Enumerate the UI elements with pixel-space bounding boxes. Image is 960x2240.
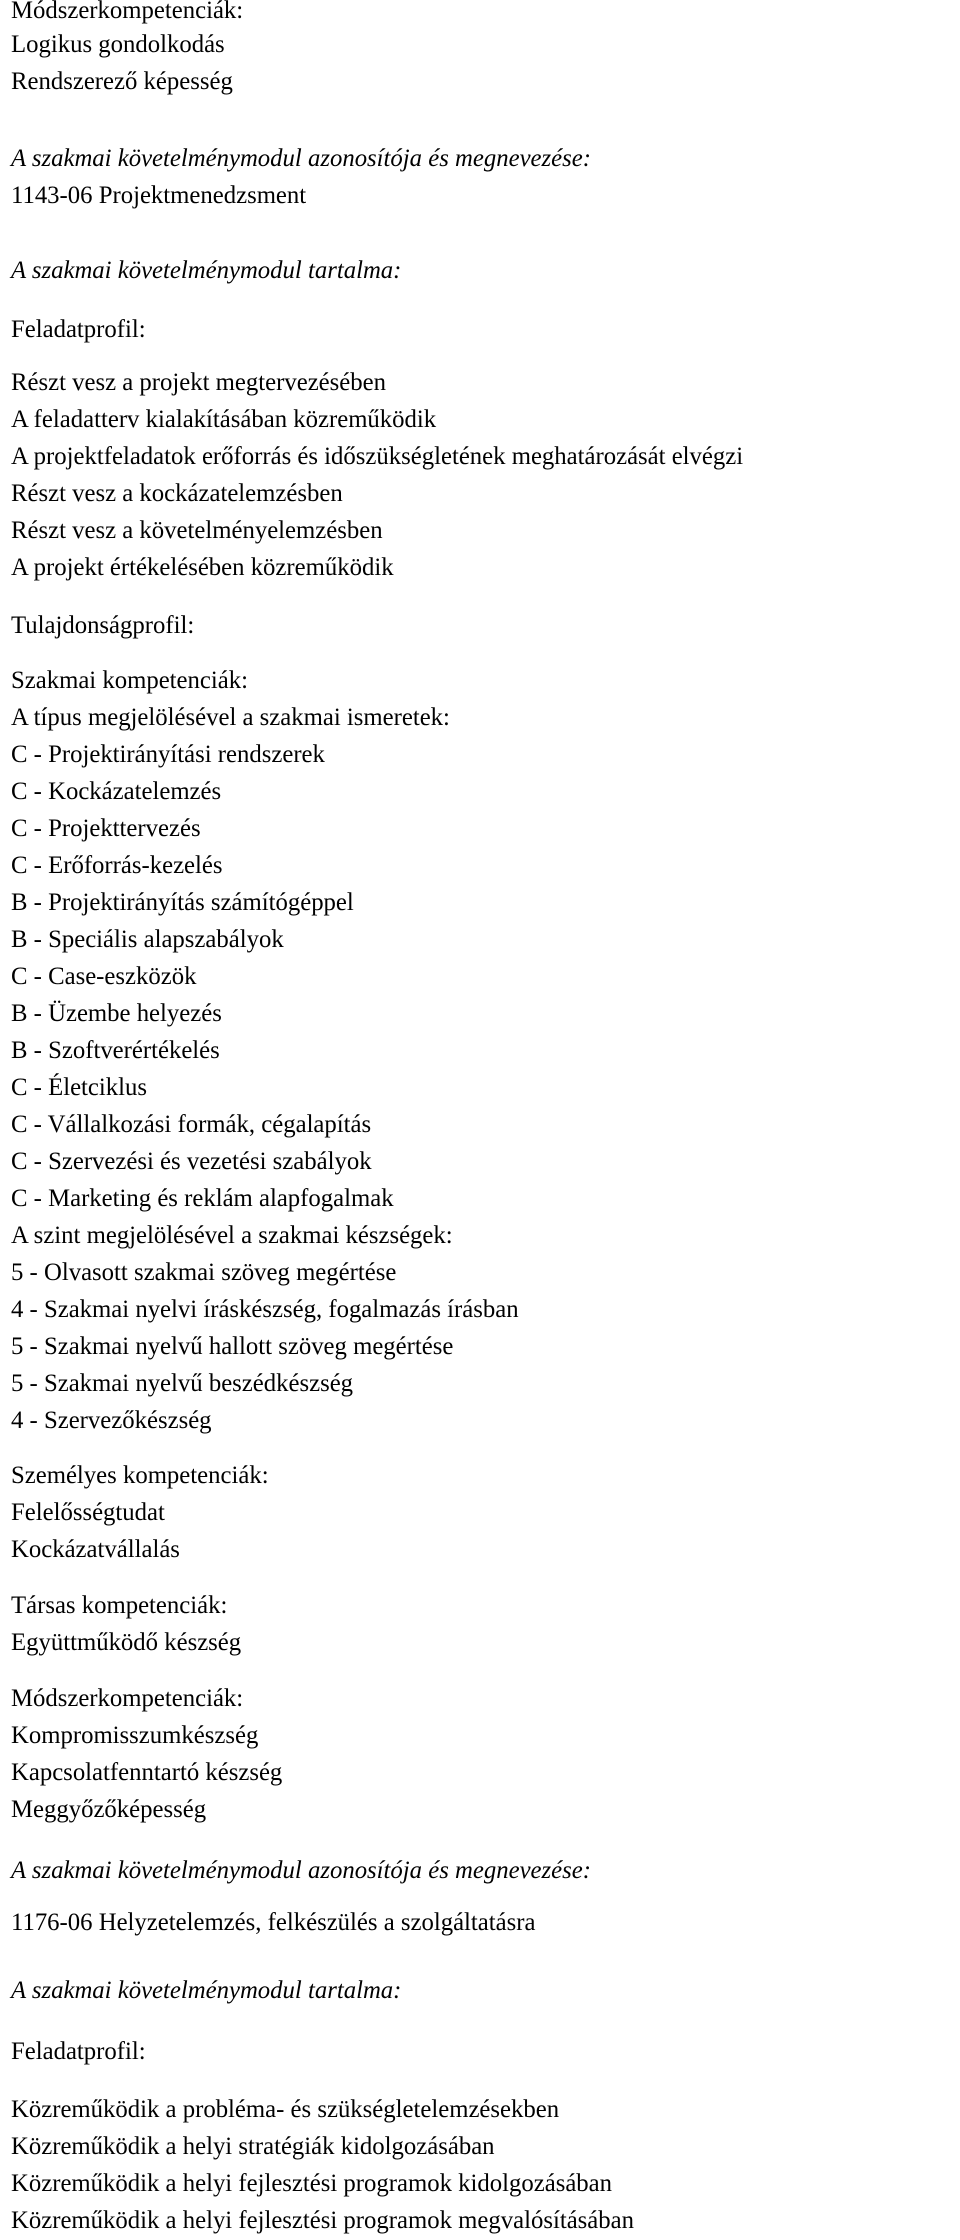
task-item: A projektfeladatok erőforrás és időszükségletének meghatározását elvégzi: [11, 441, 744, 470]
module-id-heading: A szakmai követelménymodul azonosítója és megnevezése:: [11, 143, 591, 172]
module-id-value: 1143-06 Projektmenedzsment: [11, 180, 307, 209]
task-item: Közreműködik a helyi fejlesztési programok kidolgozásában: [11, 2168, 613, 2197]
module-id-value: 1176-06 Helyzetelemzés, felkészülés a szolgáltatásra: [11, 1907, 536, 1936]
knowledge-item: C - Marketing és reklám alapfogalmak: [11, 1183, 394, 1212]
method-item: Meggyőzőképesség: [11, 1794, 207, 1823]
task-item: Részt vesz a projekt megtervezésében: [11, 367, 386, 396]
task-item: Közreműködik a probléma- és szükségletelemzésekben: [11, 2094, 560, 2123]
personal-item: Kockázatvállalás: [11, 1534, 180, 1563]
method-competencies-heading: Módszerkompetenciák:: [11, 1683, 244, 1712]
task-item: Részt vesz a követelményelemzésben: [11, 515, 383, 544]
knowledge-heading: A típus megjelölésével a szakmai ismeretek:: [11, 702, 450, 731]
module-content-heading: A szakmai követelménymodul tartalma:: [11, 255, 402, 284]
knowledge-item: B - Projektirányítás számítógéppel: [11, 887, 354, 916]
skills-heading: A szint megjelölésével a szakmai készségek:: [11, 1220, 453, 1249]
knowledge-item: B - Üzembe helyezés: [11, 998, 222, 1027]
skill-item: 4 - Szakmai nyelvi íráskészség, fogalmazás írásban: [11, 1294, 519, 1323]
knowledge-item: C - Életciklus: [11, 1072, 148, 1101]
method-item: Logikus gondolkodás: [11, 29, 225, 58]
skill-item: 5 - Szakmai nyelvű hallott szöveg megértése: [11, 1331, 454, 1360]
personal-competencies-heading: Személyes kompetenciák:: [11, 1460, 269, 1489]
knowledge-item: B - Szoftverértékelés: [11, 1035, 220, 1064]
knowledge-item: B - Speciális alapszabályok: [11, 924, 284, 953]
method-item: Kompromisszumkészség: [11, 1720, 259, 1749]
module-id-heading: A szakmai követelménymodul azonosítója és megnevezése:: [11, 1855, 591, 1884]
skill-item: 5 - Olvasott szakmai szöveg megértése: [11, 1257, 397, 1286]
property-profile-heading: Tulajdonságprofil:: [11, 610, 195, 639]
knowledge-item: C - Szervezési és vezetési szabályok: [11, 1146, 372, 1175]
knowledge-item: C - Projektirányítási rendszerek: [11, 739, 325, 768]
task-item: A projekt értékelésében közreműködik: [11, 552, 394, 581]
professional-competencies-heading: Szakmai kompetenciák:: [11, 665, 248, 694]
knowledge-item: C - Case-eszközök: [11, 961, 197, 990]
method-item: Kapcsolatfenntartó készség: [11, 1757, 283, 1786]
task-profile-heading: Feladatprofil:: [11, 314, 146, 343]
task-item: Közreműködik a helyi fejlesztési programok megvalósításában: [11, 2205, 634, 2234]
skill-item: 4 - Szervezőkészség: [11, 1405, 212, 1434]
task-profile-heading: Feladatprofil:: [11, 2036, 146, 2065]
social-item: Együttműködő készség: [11, 1627, 242, 1656]
task-item: Közreműködik a helyi stratégiák kidolgozásában: [11, 2131, 495, 2160]
method-competencies-heading: Módszerkompetenciák:: [11, 0, 244, 24]
task-item: Részt vesz a kockázatelemzésben: [11, 478, 343, 507]
personal-item: Felelősségtudat: [11, 1497, 165, 1526]
knowledge-item: C - Erőforrás-kezelés: [11, 850, 223, 879]
knowledge-item: C - Projekttervezés: [11, 813, 201, 842]
knowledge-item: C - Kockázatelemzés: [11, 776, 222, 805]
task-item: A feladatterv kialakításában közreműködik: [11, 404, 437, 433]
method-item: Rendszerező képesség: [11, 66, 233, 95]
module-content-heading: A szakmai követelménymodul tartalma:: [11, 1975, 402, 2004]
social-competencies-heading: Társas kompetenciák:: [11, 1590, 228, 1619]
knowledge-item: C - Vállalkozási formák, cégalapítás: [11, 1109, 372, 1138]
skill-item: 5 - Szakmai nyelvű beszédkészség: [11, 1368, 354, 1397]
